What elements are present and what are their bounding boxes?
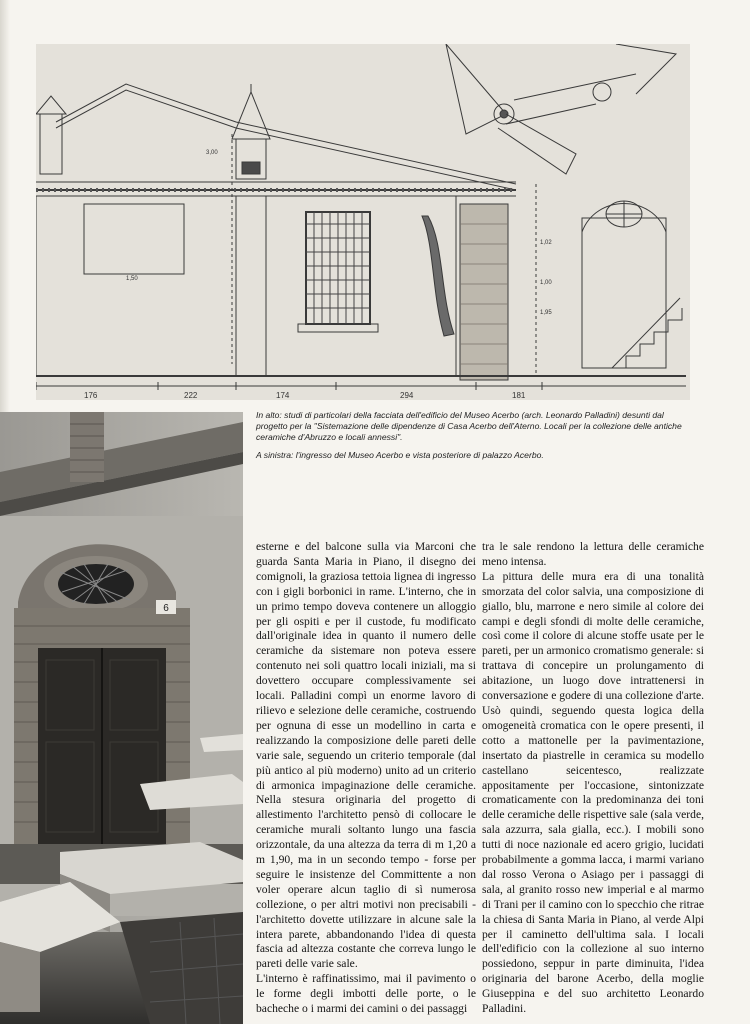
dimension-label: 174 bbox=[276, 391, 290, 400]
small-dimension-label: 1,02 bbox=[540, 240, 552, 246]
facade-drawing bbox=[36, 44, 690, 400]
museum-entrance-photo-svg bbox=[0, 412, 243, 1024]
small-dimension-label: 1,50 bbox=[126, 276, 138, 282]
dimension-label: 294 bbox=[400, 391, 414, 400]
article-paragraph: L'interno è raffinatissimo, mai il pavimento o le forme degli imbotti delle porte, o le bacheche o i marmi dei camini o dei passaggi bbox=[256, 972, 476, 1016]
article-column-right bbox=[482, 540, 704, 1017]
museum-entrance-photo bbox=[0, 412, 243, 1024]
dimension-label: 176 bbox=[84, 391, 98, 400]
article-paragraph: esterne e del balcone sulla via Marconi che guarda Santa Maria in Piano, il disegno dei comignoli, la graziosa tettoia lignea di ingresso con i gigli borbonici in rame. L'interno, che in un primo tempo doveva contenere un alloggio per gli ospiti e per il custode, fu modificato dall'originale idea in quanto il numero delle ceramiche da sistemare non poteva essere contenuto nei soli quattro locali iniziali, ma si dovettero occupare complessivamente sei locali. Palladini compì un enorme lavoro di rilievo e selezione delle ceramiche, costruendo per ognuna di esse un modellino in carta e realizzando la composizione delle pareti delle varie sale, seguendo un criterio temporale (dal più antico al più moderno) unito ad un criterio di armonica impaginazione delle ceramiche. Nella stesura originaria del progetto di allestimento l'architetto pensò di collocare le ceramiche murali soltanto lungo una fascia orizzontale, da una altezza da terra di m 1,20 a m 1,90, ma in un secondo tempo - forse per seguire le insistenze del Committente a non voler operare alcun taglio di sì numerosa collezione, o per altri motivi non precisabili - l'architetto dovette utilizzare in alcune sale la intera parete, abbandonando l'idea di questa fascia ad altezza costante che correva lungo le pareti delle varie sale. bbox=[256, 540, 476, 971]
facade-drawing-svg bbox=[36, 44, 690, 400]
small-dimension-label: 3,00 bbox=[206, 150, 218, 156]
article-column-left bbox=[256, 540, 476, 1017]
small-dimension-label: 1,95 bbox=[540, 310, 552, 316]
dimension-label: 222 bbox=[184, 391, 198, 400]
small-dimension-label: 1,00 bbox=[540, 280, 552, 286]
article-paragraph: tra le sale rendono la lettura delle ceramiche meno intensa. bbox=[482, 540, 704, 568]
figure-caption bbox=[256, 410, 686, 468]
caption-left: A sinistra: l'ingresso del Museo Acerbo e vista posteriore di palazzo Acerbo. bbox=[256, 450, 544, 460]
caption-top: In alto: studi di particolari della facciata dell'edificio del Museo Acerbo (arch. Leonardo Palladini) desunti dal progetto per la "Sistemazione delle dipendenze di Casa Acerbo dell'Aterno. Locali per la collezione delle antiche ceramiche d'Abruzzo e locali annessi". bbox=[256, 410, 682, 442]
dimension-label: 181 bbox=[512, 391, 526, 400]
article-paragraph: La pittura delle mura era di una tonalità smorzata del color salvia, una composizione di giallo, blu, marrone e nero simile al colore dei campi e degli sfondi di molte delle ceramiche, così come il colore di alcune stoffe usate per le pareti, per un armonico cromatismo generale: si trattava di concepire un prolungamento di abitazione, un luogo dove intrattenersi in conversazione e godere di una collezione d'arte. Usò quindi, seguendo questa logica della omogeneità cromatica con le opere presenti, il cotto a mattonelle per la pavimentazione, insertato da piastrelle in ceramica su modello castellano seicentesco, realizzate appositamente per l'occasione, sintonizzate cromaticamente con la predominanza dei toni delle ceramiche delle rispettive sale (sala verde, sala azzurra, sala gialla, ecc.). I mobili sono tutti di noce nazionale ed acero grigio, lucidati probabilmente a gomma lacca, i marmi variano dal rosso Verona o Asiago per i passaggi di sala, al granito rosso new imperial e al marmo di Trani per il camino con lo specchio che ritrae la chiesa di Santa Maria in Piano, al verde Alpi per il caminetto dell'ultima sala. I locali dell'edificio con la collezione al suo interno possiedono, seppur in parte diminuita, l'idea originaria del barone Acerbo, della moglie Giuseppina e del suo architetto Leonardo Palladini. bbox=[482, 569, 704, 1016]
door-number: 6 bbox=[163, 603, 169, 614]
